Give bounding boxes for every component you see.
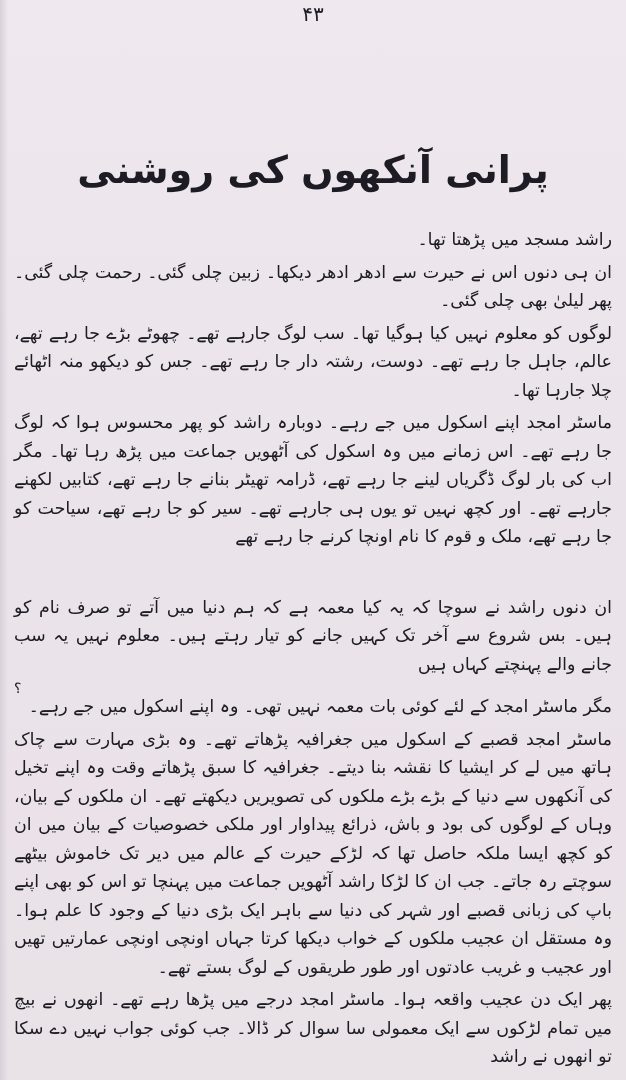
paragraph-6: مگر ماسٹر امجد کے لئے کوئی بات معمہ نہیں تھی۔ وہ اپنے اسکول میں جے رہے۔ <box>28 697 612 717</box>
paragraph-4: ماسٹر امجد اپنے اسکول میں جے رہے۔ دوبارہ راشد کو پھر محسوس ہوا کہ لوگ جا رہے تھے۔ اس زمانے میں وہ اسکول کی آٹھویں جماعت میں پڑھ رہا تھا۔ مگر اب کی بار لوگ ڈگریاں لینے جا رہے تھے، ڈرامہ تھیٹر بنانے جا رہے تھے، کتابیں لکھنے جارہے تھے۔ اور کچھ نہیں تو یوں ہی جارہے تھے۔ سیر کو جا رہے تھے، سیاحت کو جا رہے تھے، ملک و قوم کا نام اونچا کرنے جا رہے تھے <box>14 413 612 547</box>
body-text <box>14 226 612 1076</box>
paragraph-8: پھر ایک دن عجیب واقعہ ہوا۔ ماسٹر امجد درجے میں پڑھا رہے تھے۔ انھوں نے بیچ میں تمام لڑکوں سے ایک معمولی سا سوال کر ڈالا۔ جب کوئی جواب نہیں دے سکا تو انھوں نے راشد <box>14 990 612 1067</box>
paragraph-7: ماسٹر امجد قصبے کے اسکول میں جغرافیہ پڑھاتے تھے۔ وہ بڑی مہارت سے چاک ہاتھ میں لے کر ایشیا کا نقشہ بنا دیتے۔ جغرافیہ کا سبق پڑھاتے وقت وہ اپنے تخیل کی آنکھوں سے دنیا کے بڑے بڑے ملکوں کی تصویریں دیکھتے تھے۔ ان ملکوں کے بیان، وہاں کے لوگوں کی بود و باش، ذرائع پیداوار اور ملکی خصوصیات کے بیان میں ان کو کچھ ایسا ملکہ حاصل تھا کہ لڑکے حیرت کے عالم میں دیر تک خاموش بیٹھے سوچتے رہ جاتے۔ جب ان کا لڑکا راشد آٹھویں جماعت میں پہنچا تو اس کو بھی اپنے باپ کی زبانی قصبے اور شہر کی دنیا سے باہر ایک بڑی دنیا کے وجود کا علم ہوا۔ وہ مستقل ان عجیب ملکوں کے خواب دیکھا کرتا جہاں اونچی اونچی عمارتیں تھیں اور عجیب و غریب عادتوں اور طور طریقوں کے لوگ بستے تھے۔ <box>14 729 612 978</box>
paragraph-gap <box>14 556 612 594</box>
margin-mark: ؟ <box>14 681 22 697</box>
paragraph-3: لوگوں کو معلوم نہیں کیا ہوگیا تھا۔ سب لوگ جارہے تھے۔ چھوٹے بڑے جا رہے تھے، عالم، جاہل جا رہے تھے۔ دوست، رشتہ دار جا رہے تھے۔ جس کو دیکھو منہ اٹھائے چلا جارہا تھا۔ <box>14 323 612 401</box>
paragraph-1: راشد مسجد میں پڑھتا تھا۔ <box>417 230 612 250</box>
paragraph-2: ان ہی دنوں اس نے حیرت سے ادھر ادھر دیکھا۔ زبین چلی گئی۔ رحمت چلی گئی۔ پھر لیلیٰ بھی چلی گئی۔ <box>14 262 612 311</box>
chapter-title: پرانی آنکھوں کی روشنی <box>77 148 549 192</box>
paragraph-5: ان دنوں راشد نے سوچا کہ یہ کیا معمہ ہے کہ ہم دنیا میں آتے تو صرف نام کو ہیں۔ بس شروع سے آخر تک کہیں جانے کو تیار رہتے ہیں۔ معلوم نہیں یہ سب جانے والے پہنچتے کہاں ہیں <box>14 597 612 675</box>
page-number: ۴۳ <box>302 2 324 26</box>
